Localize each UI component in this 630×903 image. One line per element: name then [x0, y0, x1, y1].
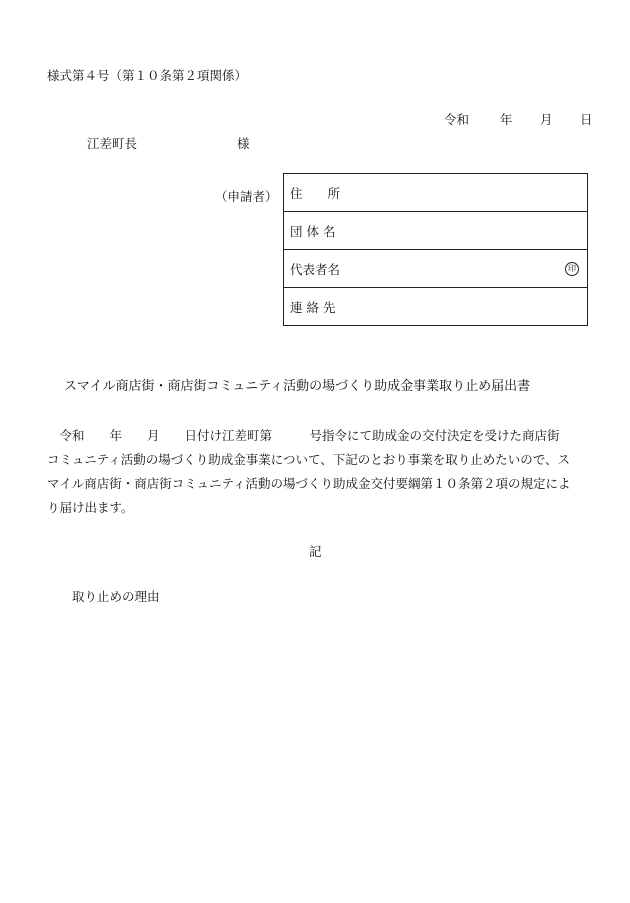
- applicant-row-contact: [284, 288, 588, 326]
- applicant-organization-field[interactable]: [284, 212, 588, 250]
- date-day: 日: [580, 112, 593, 127]
- applicant-contact-field[interactable]: [284, 288, 588, 326]
- organization-label: 団 体 名: [290, 223, 336, 239]
- body-line-1: 令和 年 月 日付け江差町第 号指令にて助成金の交付決定を受けた商店街: [47, 428, 560, 443]
- reason-heading: 取り止めの理由: [72, 589, 160, 604]
- body-line-3: マイル商店街・商店街コミュニティ活動の場づくり助成金交付要綱第１０条第２項の規定によ: [47, 476, 571, 491]
- date-era: 令和: [444, 112, 470, 127]
- date-year: 年: [500, 112, 513, 127]
- representative-label: 代表者名: [290, 261, 341, 277]
- applicant-info-table: [283, 173, 588, 326]
- ki-heading: 記: [309, 544, 322, 559]
- address-label: 住 所: [290, 185, 341, 201]
- applicant-representative-field[interactable]: [284, 250, 588, 288]
- body-line-4: り届け出ます。: [47, 500, 134, 515]
- body-text: [47, 424, 587, 520]
- date-month: 月: [540, 112, 553, 127]
- applicant-row-organization: [284, 212, 588, 250]
- addressee-name: 江差町長: [87, 136, 138, 151]
- applicant-row-address: [284, 174, 588, 212]
- form-number: 様式第４号（第１０条第２項関係）: [47, 68, 248, 83]
- applicant-row-representative: [284, 250, 588, 288]
- applicant-label: （申請者）: [215, 189, 278, 204]
- applicant-address-field[interactable]: [284, 174, 588, 212]
- seal-mark: 印: [565, 262, 579, 276]
- contact-label: 連 絡 先: [290, 299, 336, 315]
- date-line: [444, 110, 593, 128]
- document-title: スマイル商店街・商店街コミュニティ活動の場づくり助成金事業取り止め届出書: [64, 379, 531, 394]
- addressee-honorific: 様: [237, 136, 250, 151]
- addressee: [87, 134, 250, 152]
- body-line-2: コミュニティ活動の場づくり助成金事業について、下記のとおり事業を取り止めたいので、ス: [47, 452, 571, 467]
